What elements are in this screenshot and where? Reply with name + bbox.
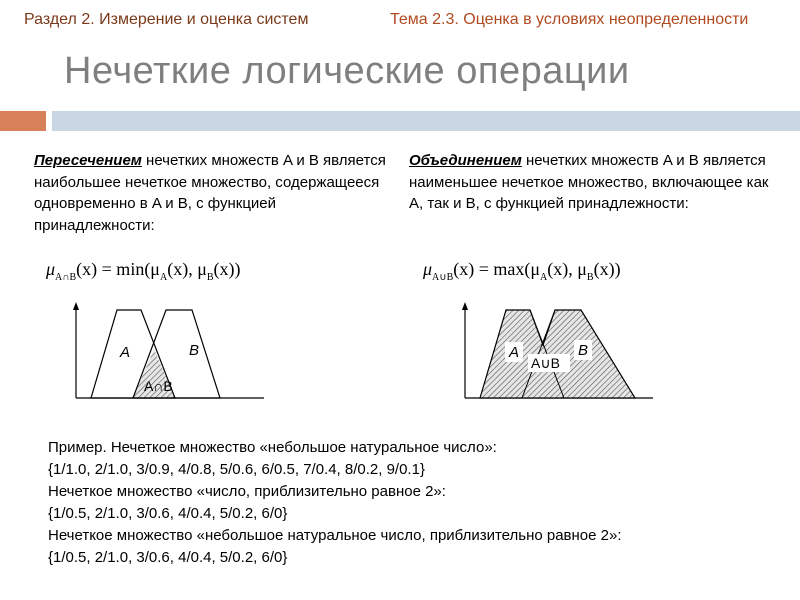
- union-term: Объединением: [409, 152, 522, 169]
- section-header: Раздел 2. Измерение и оценка систем: [24, 11, 309, 28]
- intersection-term: Пересечением: [34, 152, 142, 169]
- union-definition: [409, 150, 784, 215]
- example-line: {1/1.0, 2/1.0, 3/0.9, 4/0.8, 5/0.6, 6/0.5, 7/0.4, 8/0.2, 9/0.1}: [48, 461, 425, 478]
- label-a: A: [120, 344, 131, 361]
- example-line: {1/0.5, 2/1.0, 3/0.6, 4/0.4, 5/0.2, 6/0}: [48, 505, 288, 522]
- union-text: нечетких множеств A и B является наименьшее нечеткое множество, включающее как A, так и B, с функцией принадлежности:: [409, 152, 769, 212]
- intersection-text: нечетких множеств A и B является наибольшее нечеткое множество, содержащееся одновременно в A и B, с функцией принадлежности:: [34, 152, 386, 234]
- intersection-definition: [34, 150, 394, 236]
- example-block: [48, 437, 622, 569]
- example-line: Нечеткое множество «число, приблизительно равное 2»:: [48, 483, 446, 500]
- topic-header: Тема 2.3. Оценка в условиях неопределенности: [390, 11, 749, 28]
- example-line: Пример. Нечеткое множество «небольшое натуральное число»:: [48, 439, 497, 456]
- label-union: A∪B: [531, 355, 560, 371]
- slide-title: Нечеткие логические операции: [64, 50, 630, 92]
- y-axis-arrow: [462, 302, 468, 310]
- label-intersection: A∩B: [144, 378, 173, 394]
- label-a: A: [509, 344, 520, 361]
- union-formula: $\mu_{A\cup B}(x) = \max(\mu_A(x)$, $\mu_B(x)$): [423, 259, 621, 283]
- accent-bar-orange: [0, 111, 46, 131]
- label-b: B: [578, 342, 589, 359]
- accent-bar-blue: [52, 111, 800, 131]
- intersection-diagram: [66, 300, 266, 405]
- example-line: Нечеткое множество «небольшое натуральное число, приблизительно равное 2»:: [48, 527, 622, 544]
- union-diagram: [455, 300, 655, 405]
- y-axis-arrow: [73, 302, 79, 310]
- intersection-formula: $\mu_{A\cap B}(x) = \min(\mu_A(x)$, $\mu_B(x)$): [46, 259, 241, 283]
- example-line: {1/0.5, 2/1.0, 3/0.6, 4/0.4, 5/0.2, 6/0}: [48, 549, 288, 566]
- label-b: B: [189, 342, 200, 359]
